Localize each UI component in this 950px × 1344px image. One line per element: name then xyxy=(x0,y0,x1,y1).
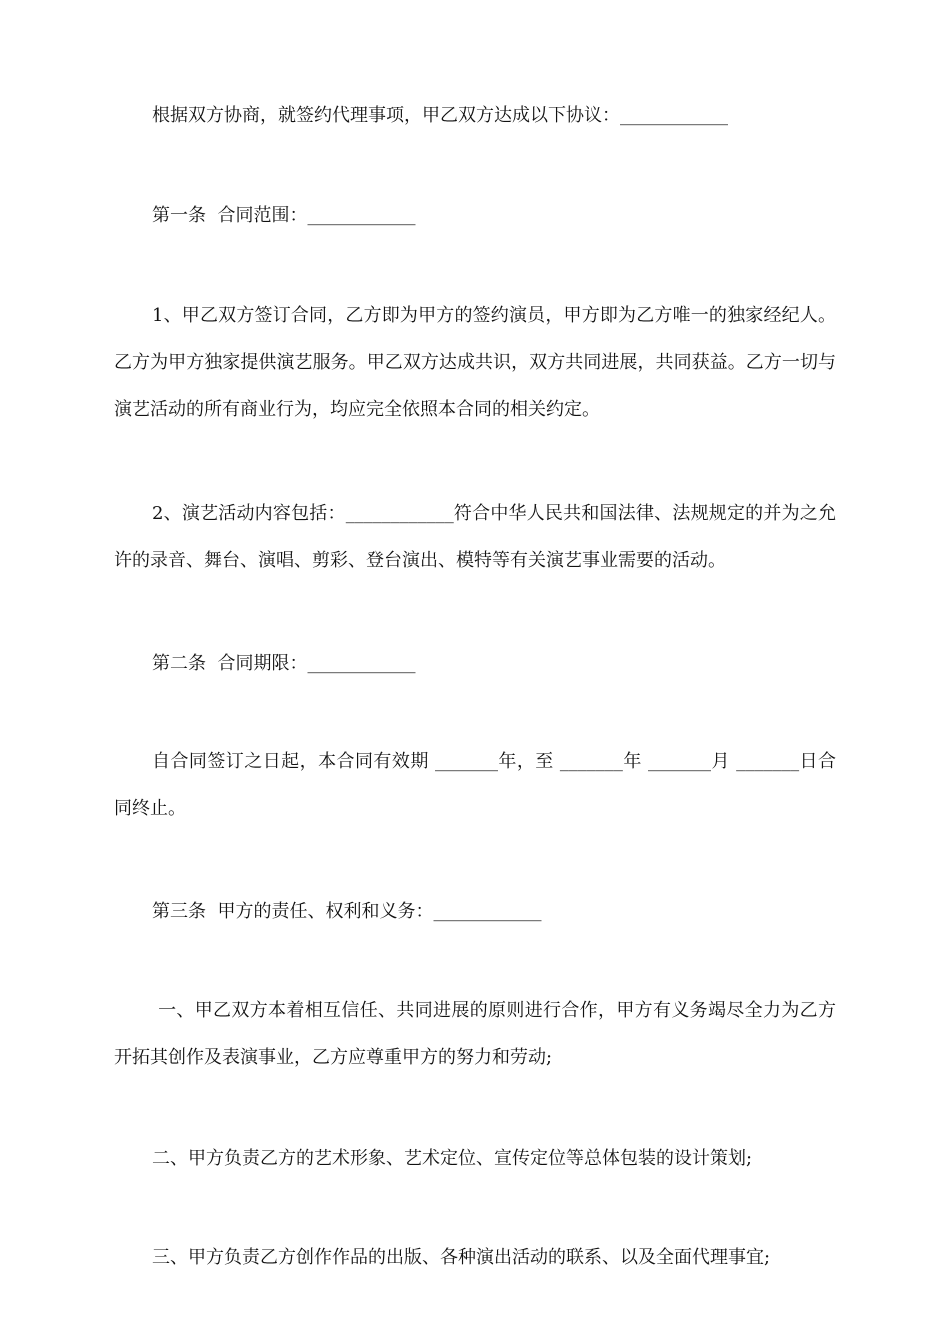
article-2-term: 自合同签订之日起，本合同有效期 _______年，至 _______年 _______月 _______日合同终止。 xyxy=(114,751,836,819)
article-1-clause-1: 1、甲乙双方签订合同，乙方即为甲方的签约演员，甲方即为乙方唯一的独家经纪人。乙方为甲方独家提供演艺服务。甲乙双方达成共识，双方共同进展，共同获益。乙方一切与演艺活动的所有商业行为，均应完全依照本合同的相关约定。 xyxy=(114,305,836,420)
article-3-item-1: 一、甲乙双方本着相互信任、共同进展的原则进行合作，甲方有义务竭尽全力为乙方开拓其创作及表演事业，乙方应尊重甲方的努力和劳动; xyxy=(114,1000,836,1068)
article-3-item-3: 三、甲方负责乙方创作作品的出版、各种演出活动的联系、以及全面代理事宜; xyxy=(152,1247,771,1268)
article-2-heading: 第二条 合同期限：____________ xyxy=(152,653,416,674)
article-1-clause-2: 2、演艺活动内容包括：____________符合中华人民共和国法律、法规规定的并为之允许的录音、舞台、演唱、剪彩、登台演出、模特等有关演艺事业需要的活动。 xyxy=(114,503,836,571)
intro-paragraph: 根据双方协商，就签约代理事项，甲乙双方达成以下协议：____________ xyxy=(152,105,728,126)
article-1-heading: 第一条 合同范围：____________ xyxy=(152,205,416,226)
article-3-heading: 第三条 甲方的责任、权利和义务：____________ xyxy=(152,901,542,922)
article-3-item-2: 二、甲方负责乙方的艺术形象、艺术定位、宣传定位等总体包装的设计策划; xyxy=(152,1148,753,1169)
